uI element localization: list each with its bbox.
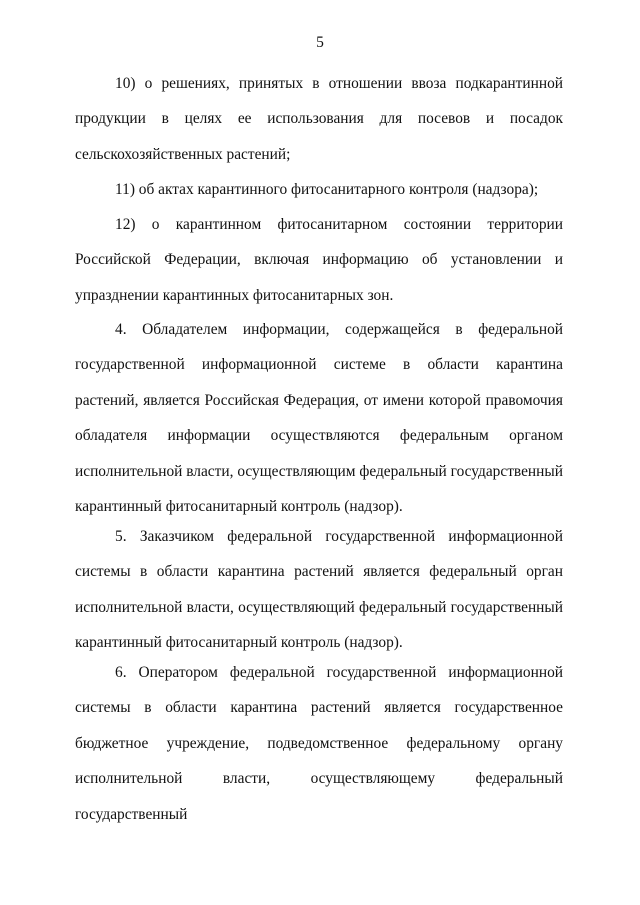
clause-4: 4. Обладателем информации, содержащейся в федеральной государственной информационной системе в области карантина растений, является Российская Федерация, от имени которой правомочия обладателя информации осуществляются федеральным органом исполнительной власти, осуществляющим федеральный государственный карантинный фитосанитарный контроль (надзор). [75, 321, 563, 516]
clause-6: 6. Оператором федеральной государственной информационной системы в области карантина растений является государственное бюджетное учреждение, подведомственное федеральному органу исполнительной власти, осуществляющему федеральный государственный [75, 664, 563, 823]
list-item-12: 12) о карантинном фитосанитарном состоянии территории Российской Федерации, включая информацию об установлении и упразднении карантинных фитосанитарных зон. [75, 216, 563, 304]
list-item-10: 10) о решениях, принятых в отношении ввоза подкарантинной продукции в целях ее использования для посевов и посадок сельскохозяйственных растений; [75, 75, 563, 163]
page-number: 5 [316, 34, 324, 51]
list-item-11: 11) об актах карантинного фитосанитарного контроля (надзора); [115, 181, 539, 198]
clause-5: 5. Заказчиком федеральной государственной информационной системы в области карантина растений является федеральный орган исполнительной власти, осуществляющий федеральный государственный карантинный фитосанитарный контроль (надзор). [75, 528, 563, 652]
